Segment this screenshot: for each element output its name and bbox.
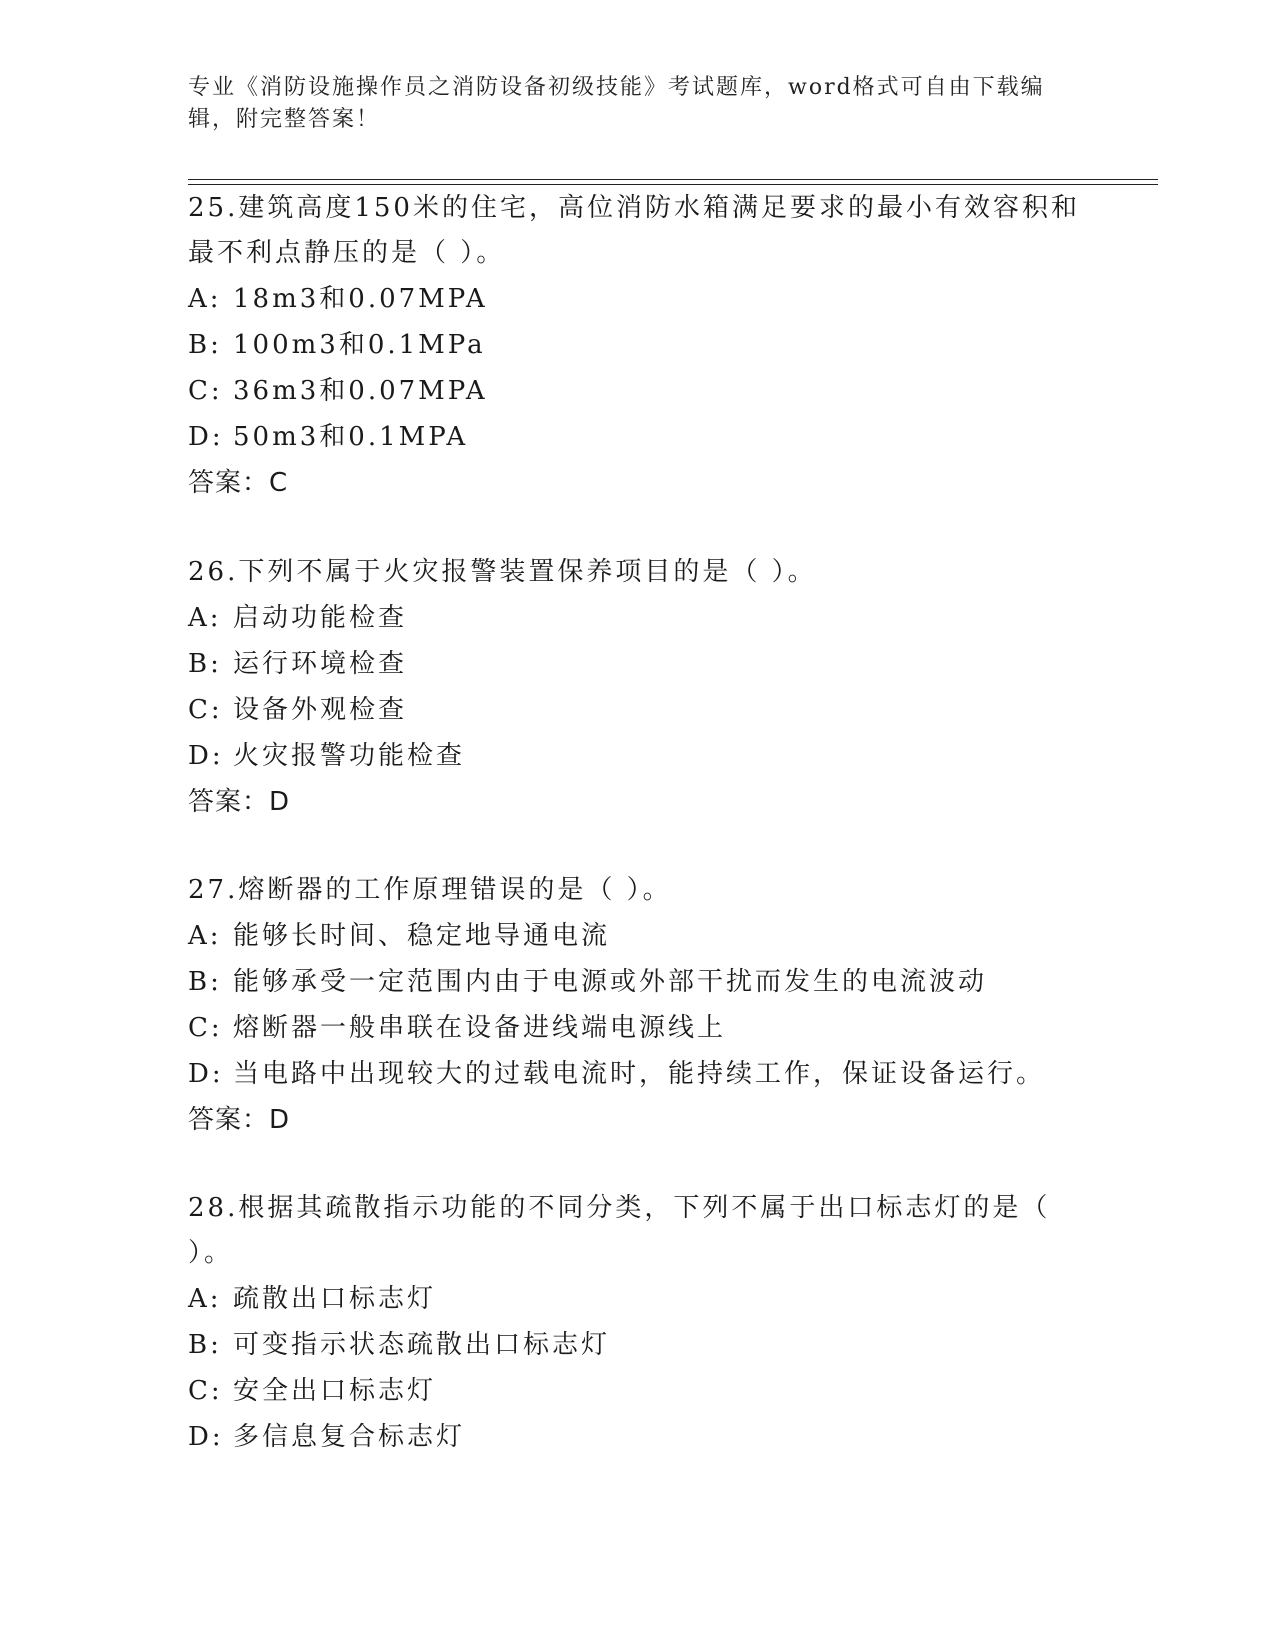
question-25 <box>188 186 1088 506</box>
option-letter: D: <box>188 1422 224 1452</box>
question-stem: 28.根据其疏散指示功能的不同分类，下列不属于出口标志灯的是（ ）。 <box>188 1193 1051 1268</box>
option-text: 50m3和0.1MPA <box>233 422 469 452</box>
option-text: 启动功能检查 <box>233 603 408 633</box>
answer: 答案：C <box>188 468 289 498</box>
option-b <box>188 1322 1088 1368</box>
question-stem: 26.下列不属于火灾报警装置保养项目的是（ ）。 <box>188 557 817 587</box>
option-a <box>188 595 1088 641</box>
option-letter: A: <box>188 284 222 314</box>
option-letter: D: <box>188 422 224 452</box>
header-divider-bottom <box>188 184 1158 185</box>
option-text: 设备外观检查 <box>233 695 408 725</box>
option-d <box>188 414 1088 460</box>
option-text: 18m3和0.07MPA <box>233 284 488 314</box>
option-letter: A: <box>188 1284 222 1314</box>
option-letter: B: <box>188 330 222 360</box>
option-letter: C: <box>188 1013 223 1043</box>
option-a <box>188 913 1088 959</box>
option-text: 疏散出口标志灯 <box>233 1284 437 1314</box>
option-letter: D: <box>188 741 224 771</box>
option-letter: B: <box>188 649 222 679</box>
option-a <box>188 276 1088 322</box>
option-letter: B: <box>188 967 222 997</box>
option-b <box>188 959 1088 1005</box>
option-text: 火灾报警功能检查 <box>233 741 466 771</box>
answer: 答案：D <box>188 787 291 817</box>
option-text: 运行环境检查 <box>233 649 408 679</box>
option-letter: A: <box>188 921 222 951</box>
option-text: 能够承受一定范围内由于电源或外部干扰而发生的电流波动 <box>233 967 988 997</box>
option-text: 100m3和0.1MPa <box>233 330 486 360</box>
option-c <box>188 1368 1088 1414</box>
option-a <box>188 1276 1088 1322</box>
option-letter: C: <box>188 376 223 406</box>
option-text: 36m3和0.07MPA <box>233 376 488 406</box>
header-divider-top <box>188 179 1158 180</box>
option-text: 多信息复合标志灯 <box>233 1422 466 1452</box>
document-header: 专业《消防设施操作员之消防设备初级技能》考试题库，word格式可自由下载编辑，附完整答案！ <box>188 75 1045 132</box>
question-27 <box>188 868 1088 1143</box>
option-text: 能够长时间、稳定地导通电流 <box>233 921 611 951</box>
option-letter: B: <box>188 1330 222 1360</box>
option-letter: D: <box>188 1059 224 1089</box>
option-letter: A: <box>188 603 222 633</box>
question-stem: 25.建筑高度150米的住宅，高位消防水箱满足要求的最小有效容积和最不利点静压的是（ ）。 <box>188 193 1080 268</box>
option-b <box>188 322 1088 368</box>
option-text: 安全出口标志灯 <box>233 1376 437 1406</box>
option-c <box>188 687 1088 733</box>
answer: 答案：D <box>188 1105 291 1135</box>
question-26 <box>188 550 1088 825</box>
question-stem: 27.熔断器的工作原理错误的是（ ）。 <box>188 875 672 905</box>
option-c <box>188 1005 1088 1051</box>
option-d <box>188 1051 1088 1097</box>
option-letter: C: <box>188 1376 223 1406</box>
option-d <box>188 1414 1088 1460</box>
option-b <box>188 641 1088 687</box>
option-c <box>188 368 1088 414</box>
question-28 <box>188 1186 1088 1460</box>
option-d <box>188 733 1088 779</box>
option-text: 可变指示状态疏散出口标志灯 <box>233 1330 611 1360</box>
option-text: 熔断器一般串联在设备进线端电源线上 <box>233 1013 727 1043</box>
option-letter: C: <box>188 695 223 725</box>
option-text: 当电路中出现较大的过载电流时，能持续工作，保证设备运行。 <box>233 1059 1046 1089</box>
